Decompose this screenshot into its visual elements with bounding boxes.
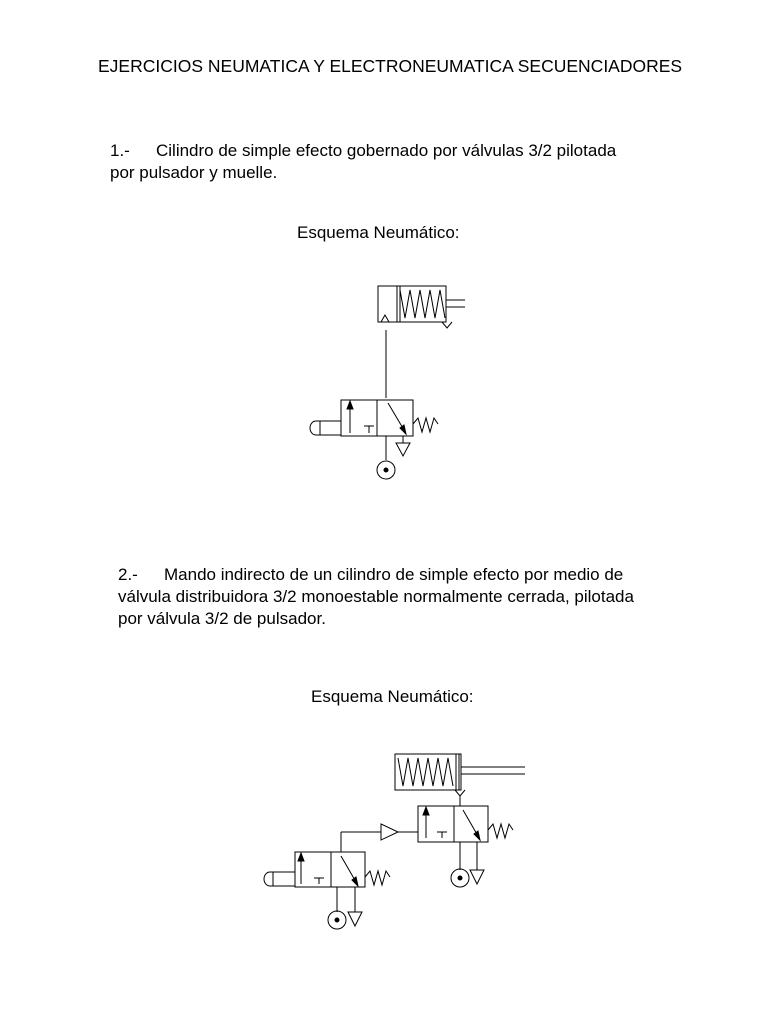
exercise-1-description: Cilindro de simple efecto gobernado por válvulas 3/2 pilotada [156, 141, 617, 160]
exercise-2-text [118, 564, 718, 630]
exercise-2-number: 2.- [118, 565, 138, 584]
exercise-1-text [110, 140, 690, 184]
document-title: EJERCICIOS NEUMATICA Y ELECTRONEUMATICA SECUENCIADORES [98, 56, 683, 76]
exercise-2-pneumatic-diagram [250, 740, 540, 940]
pressure-source-pilot [328, 887, 346, 929]
single-acting-cylinder-1 [378, 286, 465, 328]
exercise-1-number: 1.- [110, 141, 130, 160]
valve-3-2-push-button-2 [264, 852, 390, 926]
exercise-2-line-1 [118, 564, 718, 586]
exercise-2-line-3: por válvula 3/2 de pulsador. [118, 609, 326, 628]
exercise-1-schema-label: Esquema Neumático: [297, 223, 460, 242]
single-acting-cylinder-2 [395, 754, 525, 796]
exercise-2-line-2: válvula distribuidora 3/2 monoestable normalmente cerrada, pilotada [118, 587, 634, 606]
exercise-1-pneumatic-diagram [300, 280, 480, 480]
pressure-source-1 [377, 436, 395, 479]
exercise-1-line-1 [110, 140, 690, 162]
exercise-1-line-2: por pulsador y muelle. [110, 163, 278, 182]
exercise-2-schema-label: Esquema Neumático: [311, 687, 474, 706]
valve-3-2-push-button-1 [310, 400, 438, 456]
pressure-source-main [451, 842, 469, 887]
valve-3-2-pneumatic-pilot [341, 806, 513, 884]
exercise-2-description: Mando indirecto de un cilindro de simple efecto por medio de [164, 565, 624, 584]
